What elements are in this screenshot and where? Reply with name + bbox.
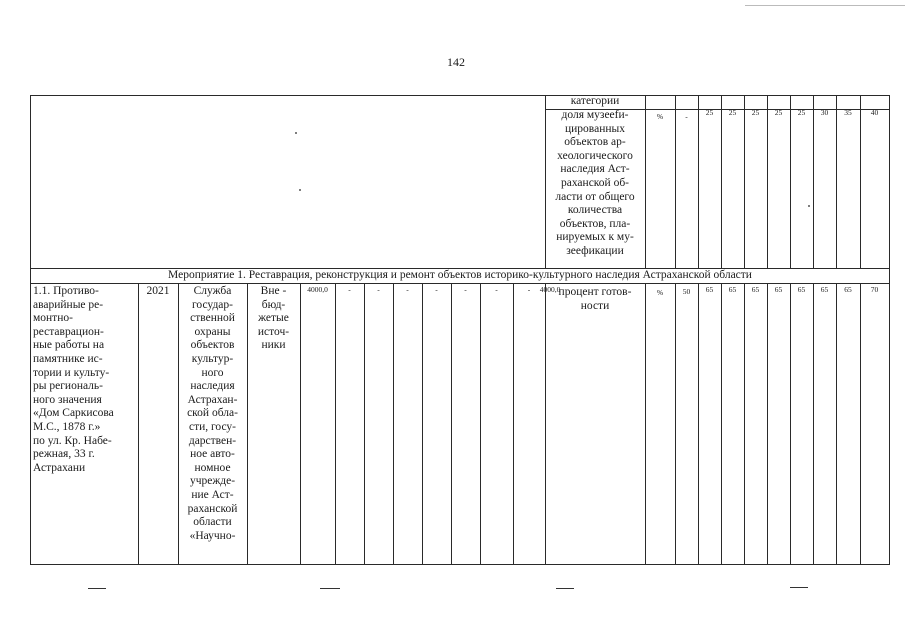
col-divider bbox=[767, 95, 768, 269]
scan-speck bbox=[299, 189, 301, 191]
col-divider bbox=[698, 283, 699, 565]
col-divider bbox=[138, 283, 139, 565]
row-year-value: - bbox=[406, 285, 409, 294]
row-funding-source: Вне - бюд- жетые источ- ники bbox=[257, 285, 290, 352]
row-year-value: - bbox=[464, 285, 467, 294]
col-divider bbox=[860, 283, 861, 565]
row-base-value: 50 bbox=[682, 287, 691, 296]
col-divider bbox=[364, 283, 365, 565]
col-divider bbox=[767, 283, 768, 565]
col-divider bbox=[790, 283, 791, 565]
indicator-continuation: категории bbox=[570, 95, 620, 107]
row-year: 2021 bbox=[146, 285, 170, 297]
row-value: 65 bbox=[728, 285, 737, 294]
value-cell: 25 bbox=[797, 108, 806, 117]
col-divider bbox=[335, 283, 336, 565]
row-total: 4000,0 bbox=[307, 285, 328, 294]
table-left-border bbox=[30, 95, 31, 565]
table-right-border bbox=[889, 95, 890, 565]
scan-mark bbox=[88, 588, 106, 589]
row-indicator: процент готов- ности bbox=[558, 286, 632, 312]
col-divider bbox=[790, 95, 791, 269]
row-last-value: 4000,0 bbox=[539, 285, 561, 294]
col-divider bbox=[698, 95, 699, 269]
row-value: 65 bbox=[820, 285, 829, 294]
budget-table bbox=[30, 95, 890, 565]
value-cell: 40 bbox=[870, 108, 879, 117]
table-bottom-border bbox=[30, 564, 890, 565]
col-divider bbox=[836, 95, 837, 269]
value-cell: 30 bbox=[820, 108, 829, 117]
col-divider bbox=[813, 283, 814, 565]
row-value: 65 bbox=[751, 285, 760, 294]
row-year-value: - bbox=[527, 285, 531, 294]
section-bottom-border bbox=[30, 283, 890, 284]
col-divider bbox=[744, 283, 745, 565]
col-divider bbox=[422, 283, 423, 565]
col-divider bbox=[675, 283, 676, 565]
col-divider bbox=[300, 283, 301, 565]
scan-speck bbox=[808, 205, 810, 207]
row-value: 65 bbox=[774, 285, 783, 294]
row-executor: Служба государ- ственной охраны объектов культур- ного наследия Астрахан- ской обла- сти, госу- дарствен- ное авто- номное учрежде- ние Аст- раханской области «Научно- bbox=[187, 285, 238, 542]
row-value: 65 bbox=[797, 285, 806, 294]
col-divider bbox=[645, 95, 646, 269]
value-cell: 25 bbox=[728, 108, 737, 117]
col-divider bbox=[480, 283, 481, 565]
col-divider bbox=[813, 95, 814, 269]
row-year-value: - bbox=[435, 285, 438, 294]
page-number: 142 bbox=[447, 55, 465, 69]
indicator-text: доля музееfи- цированных объектов ар- хеологического наследия Аст- раханской об- ласти от общего количества объектов, пла- нируемых к му- зеефикации bbox=[555, 109, 635, 257]
value-cell: 35 bbox=[844, 108, 852, 117]
col-divider bbox=[721, 283, 722, 565]
col-divider bbox=[721, 95, 722, 269]
row-year-value: - bbox=[377, 285, 380, 294]
section-heading: Мероприятие 1. Реставрация, реконструкция и ремонт объектов историко-культурного наследия Астраханской области bbox=[168, 269, 752, 281]
scan-mark bbox=[320, 588, 340, 589]
row-year-value: - bbox=[495, 285, 498, 294]
col-divider bbox=[744, 95, 745, 269]
value-cell: 25 bbox=[751, 108, 760, 117]
scan-mark bbox=[790, 587, 808, 588]
col-divider bbox=[675, 95, 676, 269]
value-cell: 25 bbox=[774, 108, 783, 117]
col-divider bbox=[393, 283, 394, 565]
scan-edge-line bbox=[745, 5, 905, 6]
col-divider bbox=[860, 95, 861, 269]
col-divider bbox=[451, 283, 452, 565]
base-value-cell: - bbox=[685, 112, 688, 121]
row-unit: % bbox=[656, 288, 664, 297]
scan-speck bbox=[295, 132, 297, 134]
row-name: 1.1. Противо- аварийные ре- монтно- реставрацион- ные работы на памятнике ис- тории и культу- ры региональ- ного значения «Дом Саркисова М.С., 1878 г.» по ул. Кр. Набе- режная, 33 г. Астрахани bbox=[33, 285, 114, 474]
row-year-value: - bbox=[348, 285, 351, 294]
col-divider bbox=[545, 283, 546, 565]
unit-cell: % bbox=[656, 112, 664, 121]
value-cell: 25 bbox=[705, 108, 714, 117]
col-divider bbox=[645, 283, 646, 565]
scan-mark bbox=[556, 588, 574, 589]
row-value: 70 bbox=[870, 285, 879, 294]
col-divider bbox=[513, 283, 514, 565]
row-value: 65 bbox=[705, 285, 714, 294]
table-top-border bbox=[30, 95, 890, 96]
col-divider bbox=[836, 283, 837, 565]
row-value: 65 bbox=[844, 285, 852, 294]
